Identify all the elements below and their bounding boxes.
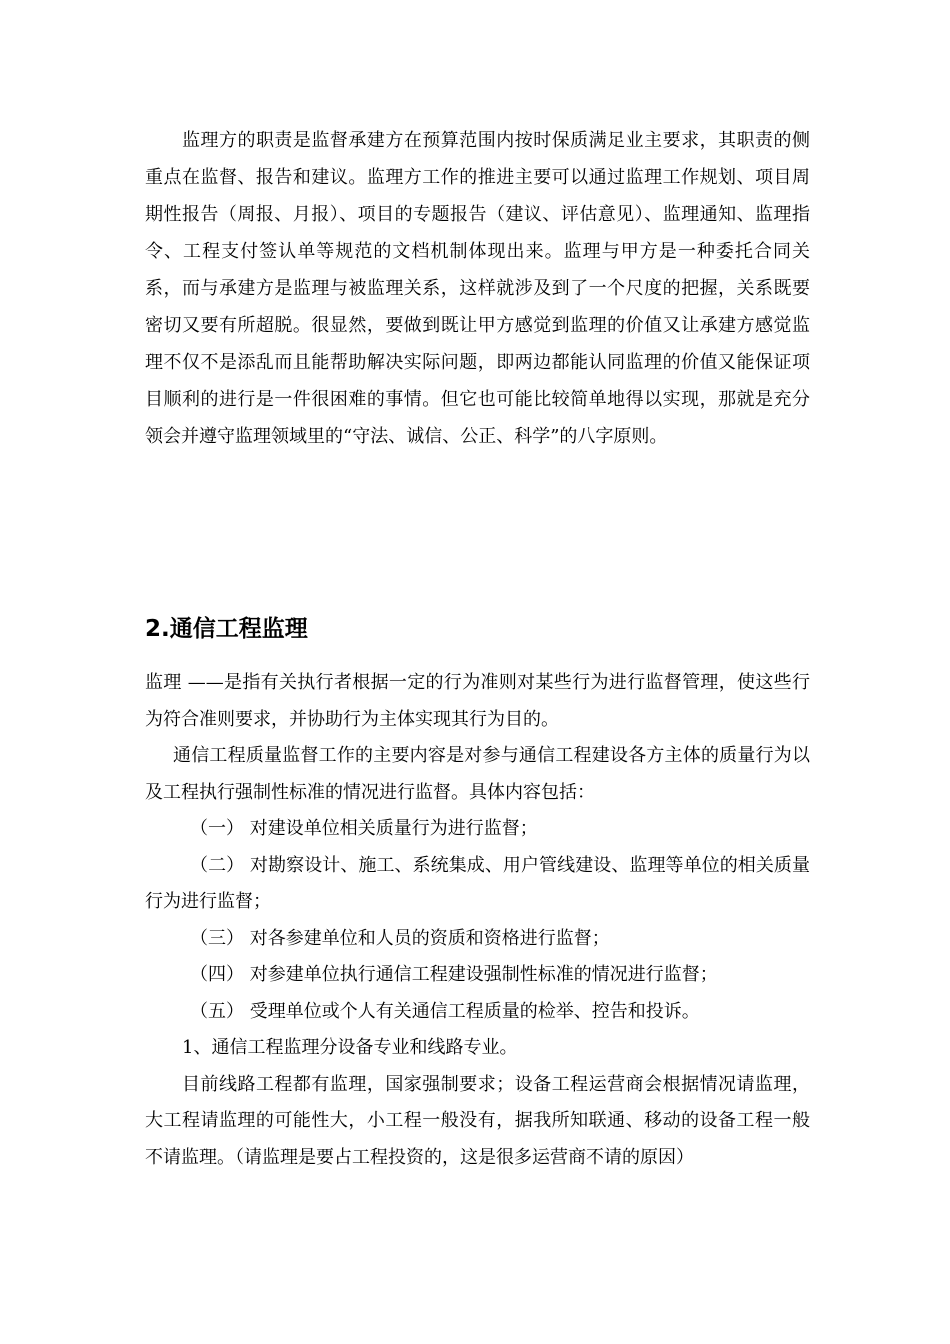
closing-paragraph: 目前线路工程都有监理，国家强制要求；设备工程运营商会根据情况请监理，大工程请监理的可能性大，小工程一般没有，据我所知联通、移动的设备工程一般不请监理。（请监理是要占工程投资的，这是很多运营商不请的原因）: [145, 1073, 810, 1168]
list-item: （四） 对参建单位执行通信工程建设强制性标准的情况进行监督；: [190, 964, 718, 985]
list-item: （五） 受理单位或个人有关通信工程质量的检举、控告和投诉。: [190, 1000, 700, 1022]
section-heading: 2.通信工程监理: [145, 616, 308, 642]
quality-intro-paragraph: 通信工程质量监督工作的主要内容是对参与通信工程建设各方主体的质量行为以及工程执行强制性标准的情况进行监督。具体内容包括：: [145, 745, 810, 803]
point-one-paragraph: 1、通信工程监理分设备专业和线路专业。: [182, 1037, 518, 1058]
list-item: （一） 对建设单位相关质量行为进行监督；: [190, 818, 538, 839]
section-body: [145, 665, 810, 1176]
list-item: （三） 对各参建单位和人员的资质和资格进行监督；: [190, 927, 610, 949]
list-item: （二） 对勘察设计、施工、系统集成、用户管线建设、监理等单位的相关质量行为进行监督；: [145, 854, 810, 912]
intro-section: [145, 122, 810, 455]
definition-paragraph: 监理 ——是指有关执行者根据一定的行为准则对某些行为进行监督管理，使这些行为符合准则要求，并协助行为主体实现其行为目的。: [145, 672, 810, 730]
intro-paragraph: 监理方的职责是监督承建方在预算范围内按时保质满足业主要求，其职责的侧重点在监督、报告和建议。监理方工作的推进主要可以通过监理工作规划、项目周期性报告（周报、月报）、项目的专题报告（建议、评估意见）、监理通知、监理指令、工程支付签认单等规范的文档机制体现出来。监理与甲方是一种委托合同关系，而与承建方是监理与被监理关系，这样就涉及到了一个尺度的把握，关系既要密切又要有所超脱。很显然，要做到既让甲方感觉到监理的价值又让承建方感觉监理不仅不是添乱而且能帮助解决实际问题，即两边都能认同监理的价值又能保证项目顺利的进行是一件很困难的事情。但它也可能比较简单地得以实现，那就是充分领会并遵守监理领域里的“守法、诚信、公正、科学”的八字原则。: [145, 130, 810, 447]
